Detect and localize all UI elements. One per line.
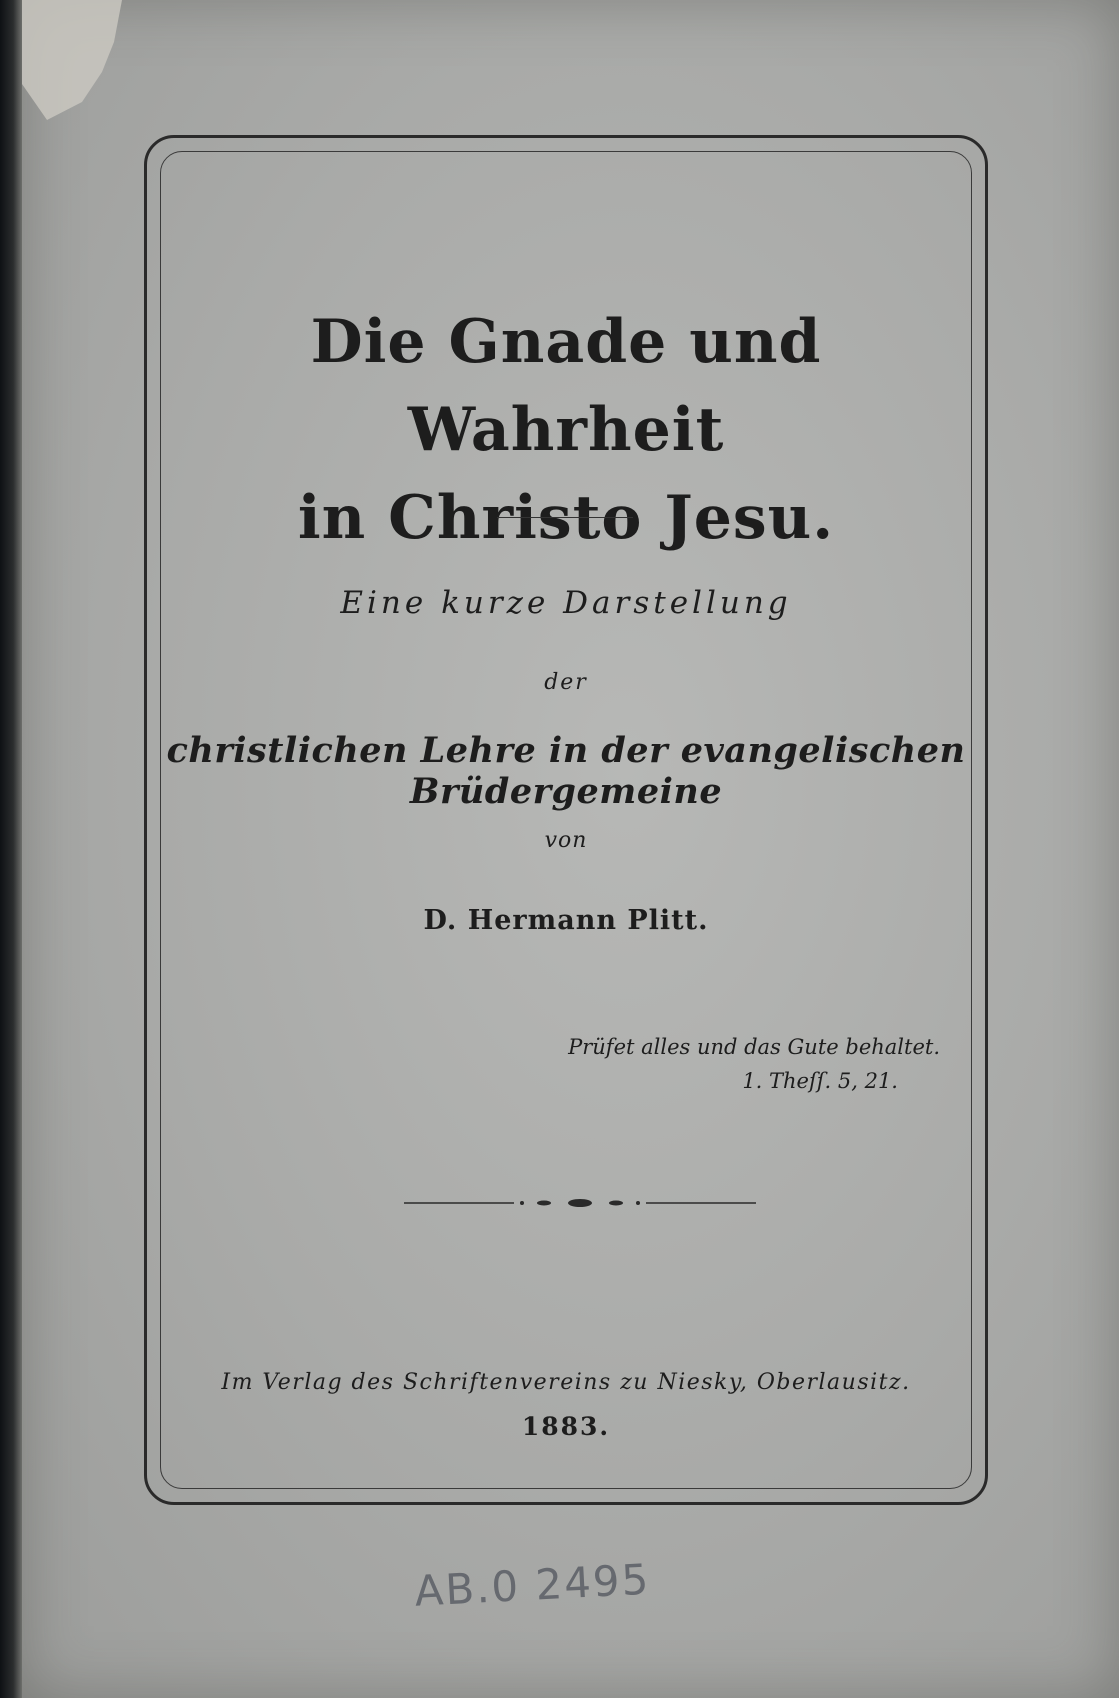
author-name: D. Hermann Plitt. xyxy=(423,905,709,936)
subtitle: Eine kurze Darstellung xyxy=(340,585,792,621)
author-by-label: von xyxy=(544,828,588,853)
publisher-imprint: Im Verlag des Schriftenvereins zu Niesky, Oberlausitz. xyxy=(221,1370,911,1395)
epigraph xyxy=(560,1030,940,1098)
title-divider-rule xyxy=(497,517,633,518)
book-title xyxy=(160,298,972,562)
ornamental-divider xyxy=(404,1196,756,1210)
epigraph-quote: Prüfet alles und das Gute behaltet. xyxy=(568,1035,940,1059)
subtitle-connector: der xyxy=(544,670,588,695)
handwritten-shelfmark: AB.0 2495 xyxy=(413,1554,652,1616)
title-line-1: Die Gnade und Wahrheit xyxy=(310,307,822,465)
epigraph-reference: 1. Theſſ. 5, 21. xyxy=(742,1069,898,1093)
subtitle-topic: christlichen Lehre in der evangelischen Brüdergemeine xyxy=(166,730,966,812)
publication-year: 1883. xyxy=(521,1412,611,1441)
title-line-2: in Christo Jesu. xyxy=(297,483,835,553)
book-spine-edge xyxy=(0,0,22,1698)
